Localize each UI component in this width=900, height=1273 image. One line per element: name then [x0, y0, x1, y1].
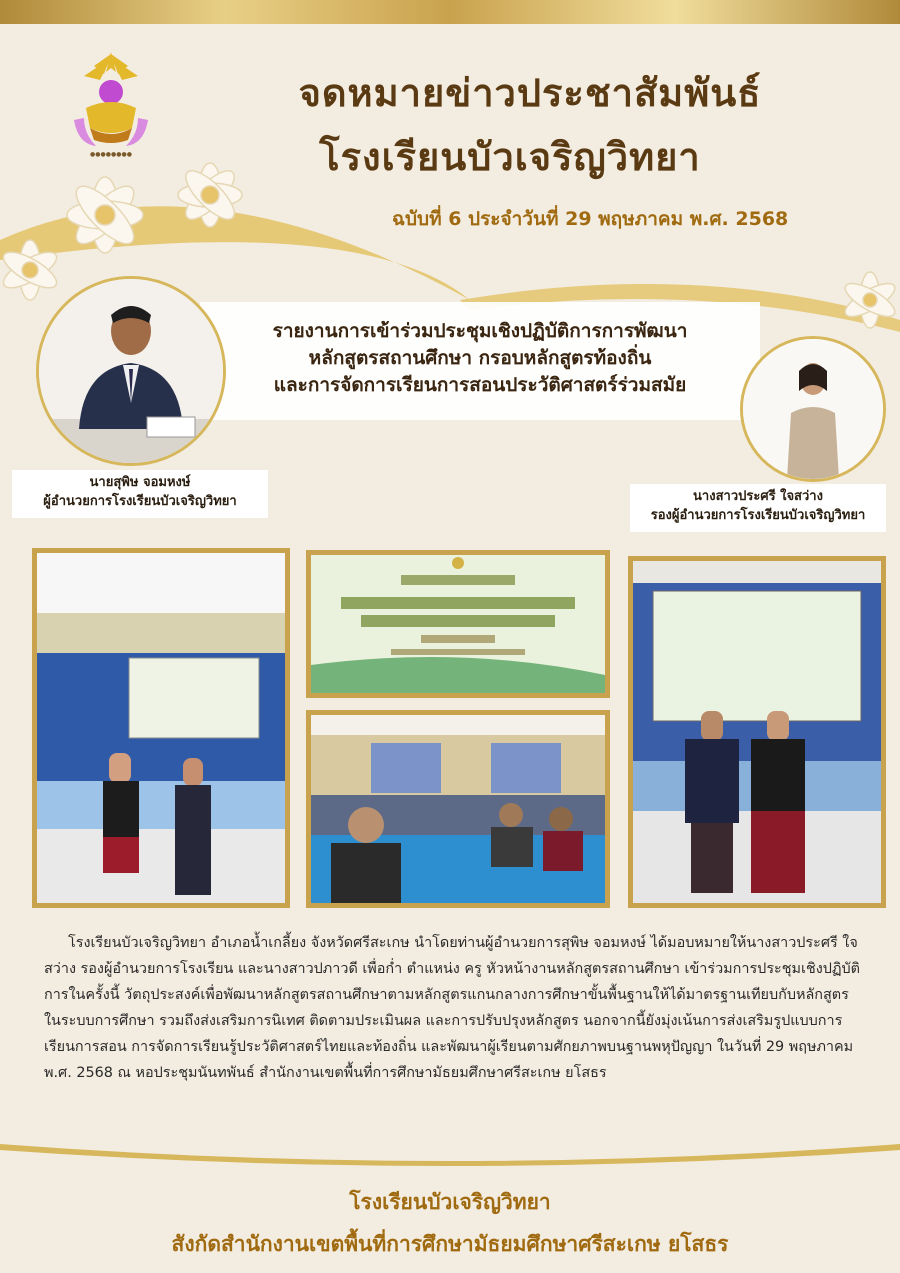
newsletter-title: จดหมายข่าวประชาสัมพันธ์ — [298, 71, 762, 115]
footer-divider — [0, 1142, 900, 1182]
deputy-director-caption — [630, 484, 886, 532]
issue-date: ฉบับที่ 6 ประจำวันที่ 29 พฤษภาคม พ.ศ. 2568 — [392, 208, 789, 230]
school-logo — [66, 48, 156, 160]
event-photo-slide — [306, 550, 610, 698]
person-name: นางสาวประศรี ใจสว่าง — [693, 489, 823, 504]
person-position: รองผู้อำนวยการโรงเรียนบัวเจริญวิทยา — [650, 508, 866, 523]
director-photo — [36, 276, 226, 466]
svg-text:●●●●●●●●: ●●●●●●●● — [90, 151, 132, 158]
person-name: นายสุพิษ จอมหงษ์ — [89, 475, 191, 490]
event-photo-attendees — [628, 556, 886, 908]
footer-affiliation: สังกัดสำนักงานเขตพื้นที่การศึกษามัธยมศึกษาศรีสะเกษ ยโสธร — [171, 1232, 729, 1256]
event-photo-audience — [306, 710, 610, 908]
person-position: ผู้อำนวยการโรงเรียนบัวเจริญวิทยา — [43, 494, 237, 509]
article-body: โรงเรียนบัวเจริญวิทยา อำเภอน้ำเกลี้ยง จังหวัดศรีสะเกษ นำโดยท่านผู้อำนวยการสุพิษ จอมหงษ์ ได้มอบหมายให้นางสาวประศรี ใจสว่าง รองผู้อำนวยการโรงเรียน และนางสาวปภาวดี เพื่อก่ำ ตำแหน่ง ครู หัวหน้างานหลักสูตรสถานศึกษา เข้าร่วมการประชุมเชิงปฏิบัติการในครั้งนี้ วัตถุประสงค์เพื่อพัฒนาหลักสูตรสถานศึกษาตามหลักสูตรแกนกลางการศึกษาขั้นพื้นฐานให้ได้มาตรฐานเทียบกับหลักสูตรในระบบการศึกษา รวมถึงส่งเสริมการนิเทศ ติดตามประเมินผล และการปรับปรุงหลักสูตร นอกจากนี้ยังมุ่งเน้นการส่งเสริมรูปแบบการเรียนการสอน การจัดการเรียนรู้ประวัติศาสตร์ไทยและท้องถิ่น และพัฒนาผู้เรียนตามศักยภาพบนฐานพหุปัญญา ในวันที่ 29 พฤษภาคม พ.ศ. 2568 ณ หอประชุมนันทพันธ์ สำนักงานเขตพื้นที่การศึกษามัธยมศึกษาศรีสะเกษ ยโสธร — [44, 935, 861, 1081]
deputy-director-photo — [740, 336, 886, 482]
report-title: รายงานการเข้าร่วมประชุมเชิงปฏิบัติการการพัฒนา หลักสูตรสถานศึกษา กรอบหลักสูตรท้องถิ่น และการจัดการเรียนการสอนประวัติศาสตร์ร่วมสมัย — [272, 320, 688, 396]
footer-school-name: โรงเรียนบัวเจริญวิทยา — [349, 1190, 551, 1214]
school-name-title: โรงเรียนบัวเจริญวิทยา — [319, 135, 701, 179]
event-photo-presenters — [32, 548, 290, 908]
director-caption — [12, 470, 268, 518]
